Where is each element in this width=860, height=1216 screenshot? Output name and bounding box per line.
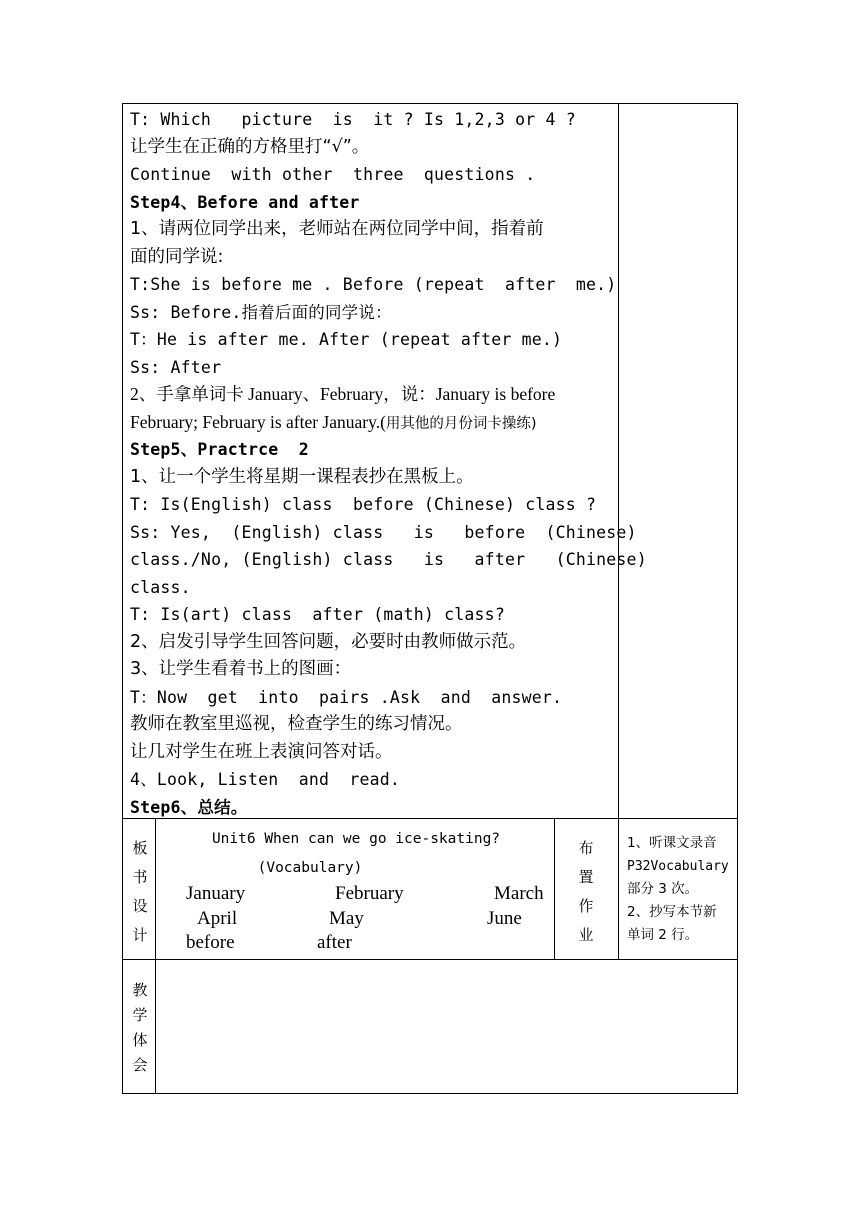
label-char: 计: [132, 926, 148, 944]
board-word-march: March: [494, 883, 544, 904]
homework-content: [627, 832, 735, 947]
label-char: 学: [132, 1006, 148, 1024]
homework-line: 2、抄写本节新: [627, 904, 717, 920]
homework-line: 1、听课文录音: [627, 835, 717, 851]
board-subtitle: (Vocabulary): [257, 860, 363, 876]
step-line: Ss: After: [130, 357, 222, 377]
step-line: Continue with other three questions .: [130, 165, 536, 184]
step-heading: Step4、Before and after: [130, 192, 360, 212]
step-line: 2、启发引导学生回答问题，必要时由教师做示范。: [130, 631, 527, 652]
step-line: T: Is(English) class before (Chinese) class ?: [130, 495, 597, 514]
label-char: 教: [132, 981, 148, 999]
teaching-reflection-label: [130, 978, 150, 1078]
step-heading: Step6、总结。: [130, 797, 248, 817]
label-char: 会: [132, 1056, 148, 1074]
step-line: class.: [130, 577, 191, 597]
step-line: class./No, (English) class is after (Chinese): [130, 550, 647, 569]
homework-label: [576, 834, 596, 950]
board-word-february: February: [335, 883, 404, 904]
board-word-june: June: [487, 908, 522, 929]
step-line: T: Which picture is it ? Is 1,2,3 or 4 ?: [130, 110, 576, 129]
step-line: T：He is after me. After (repeat after me.): [130, 330, 563, 349]
step-line: 让几对学生在班上表演问答对话。: [130, 741, 393, 762]
step-heading: Step5、Practrce 2: [130, 440, 309, 459]
label-char: 书: [132, 868, 148, 886]
board-word-may: May: [329, 908, 364, 929]
step-line: T：Now get into pairs .Ask and answer.: [130, 687, 563, 707]
homework-line: P32Vocabulary: [627, 859, 729, 874]
board-word-april: April: [197, 908, 238, 929]
step-line: 1、请两位同学出来，老师站在两位同学中间，指着前: [130, 219, 544, 239]
label-char: 布: [578, 839, 594, 857]
teaching-steps: [130, 106, 647, 821]
step-line: Ss: Before.指着后面的同学说：: [130, 302, 392, 322]
label-char: 业: [578, 926, 594, 944]
step-line: 让学生在正确的方格里打“√”。: [130, 136, 370, 157]
homework-line: 部分 3 次。: [627, 881, 699, 897]
step-line: 3、让学生看着书上的图画：: [130, 659, 352, 679]
homework-line: 单词 2 行。: [627, 927, 699, 943]
step-text: February; February is after January.(: [130, 411, 386, 432]
label-char: 作: [578, 897, 594, 915]
board-word-after: after: [317, 932, 352, 953]
label-char: 板: [132, 839, 148, 857]
teaching-reflection-cell[interactable]: [156, 960, 737, 1093]
step-line: T:She is before me . Before (repeat after me.): [130, 275, 617, 294]
step-line: 教师在教室里巡视，检查学生的练习情况。: [130, 714, 463, 734]
step-line: T: Is(art) class after (math) class?: [130, 605, 505, 624]
step-line: 2、手拿单词卡 January、February，说：January is before: [130, 384, 556, 404]
board-word-before: before: [186, 932, 235, 953]
step-line: 面的同学说:: [130, 246, 224, 267]
board-design-label: [130, 834, 150, 950]
step-line: 1、让一个学生将星期一课程表抄在黑板上。: [130, 466, 474, 487]
label-char: 体: [132, 1031, 148, 1049]
label-char: 设: [132, 897, 148, 915]
step-line: 4、Look, Listen and read.: [130, 770, 401, 789]
step-line: Ss: Yes, (English) class is before (Chinese): [130, 522, 637, 542]
label-char: 置: [578, 868, 594, 886]
board-word-january: January: [186, 883, 246, 904]
board-title: Unit6 When can we go ice-skating?: [211, 831, 501, 847]
step-line: [130, 409, 614, 437]
col-divider-hw-label: [554, 818, 555, 959]
step-text-small: 用其他的月份词卡操练): [385, 415, 537, 432]
